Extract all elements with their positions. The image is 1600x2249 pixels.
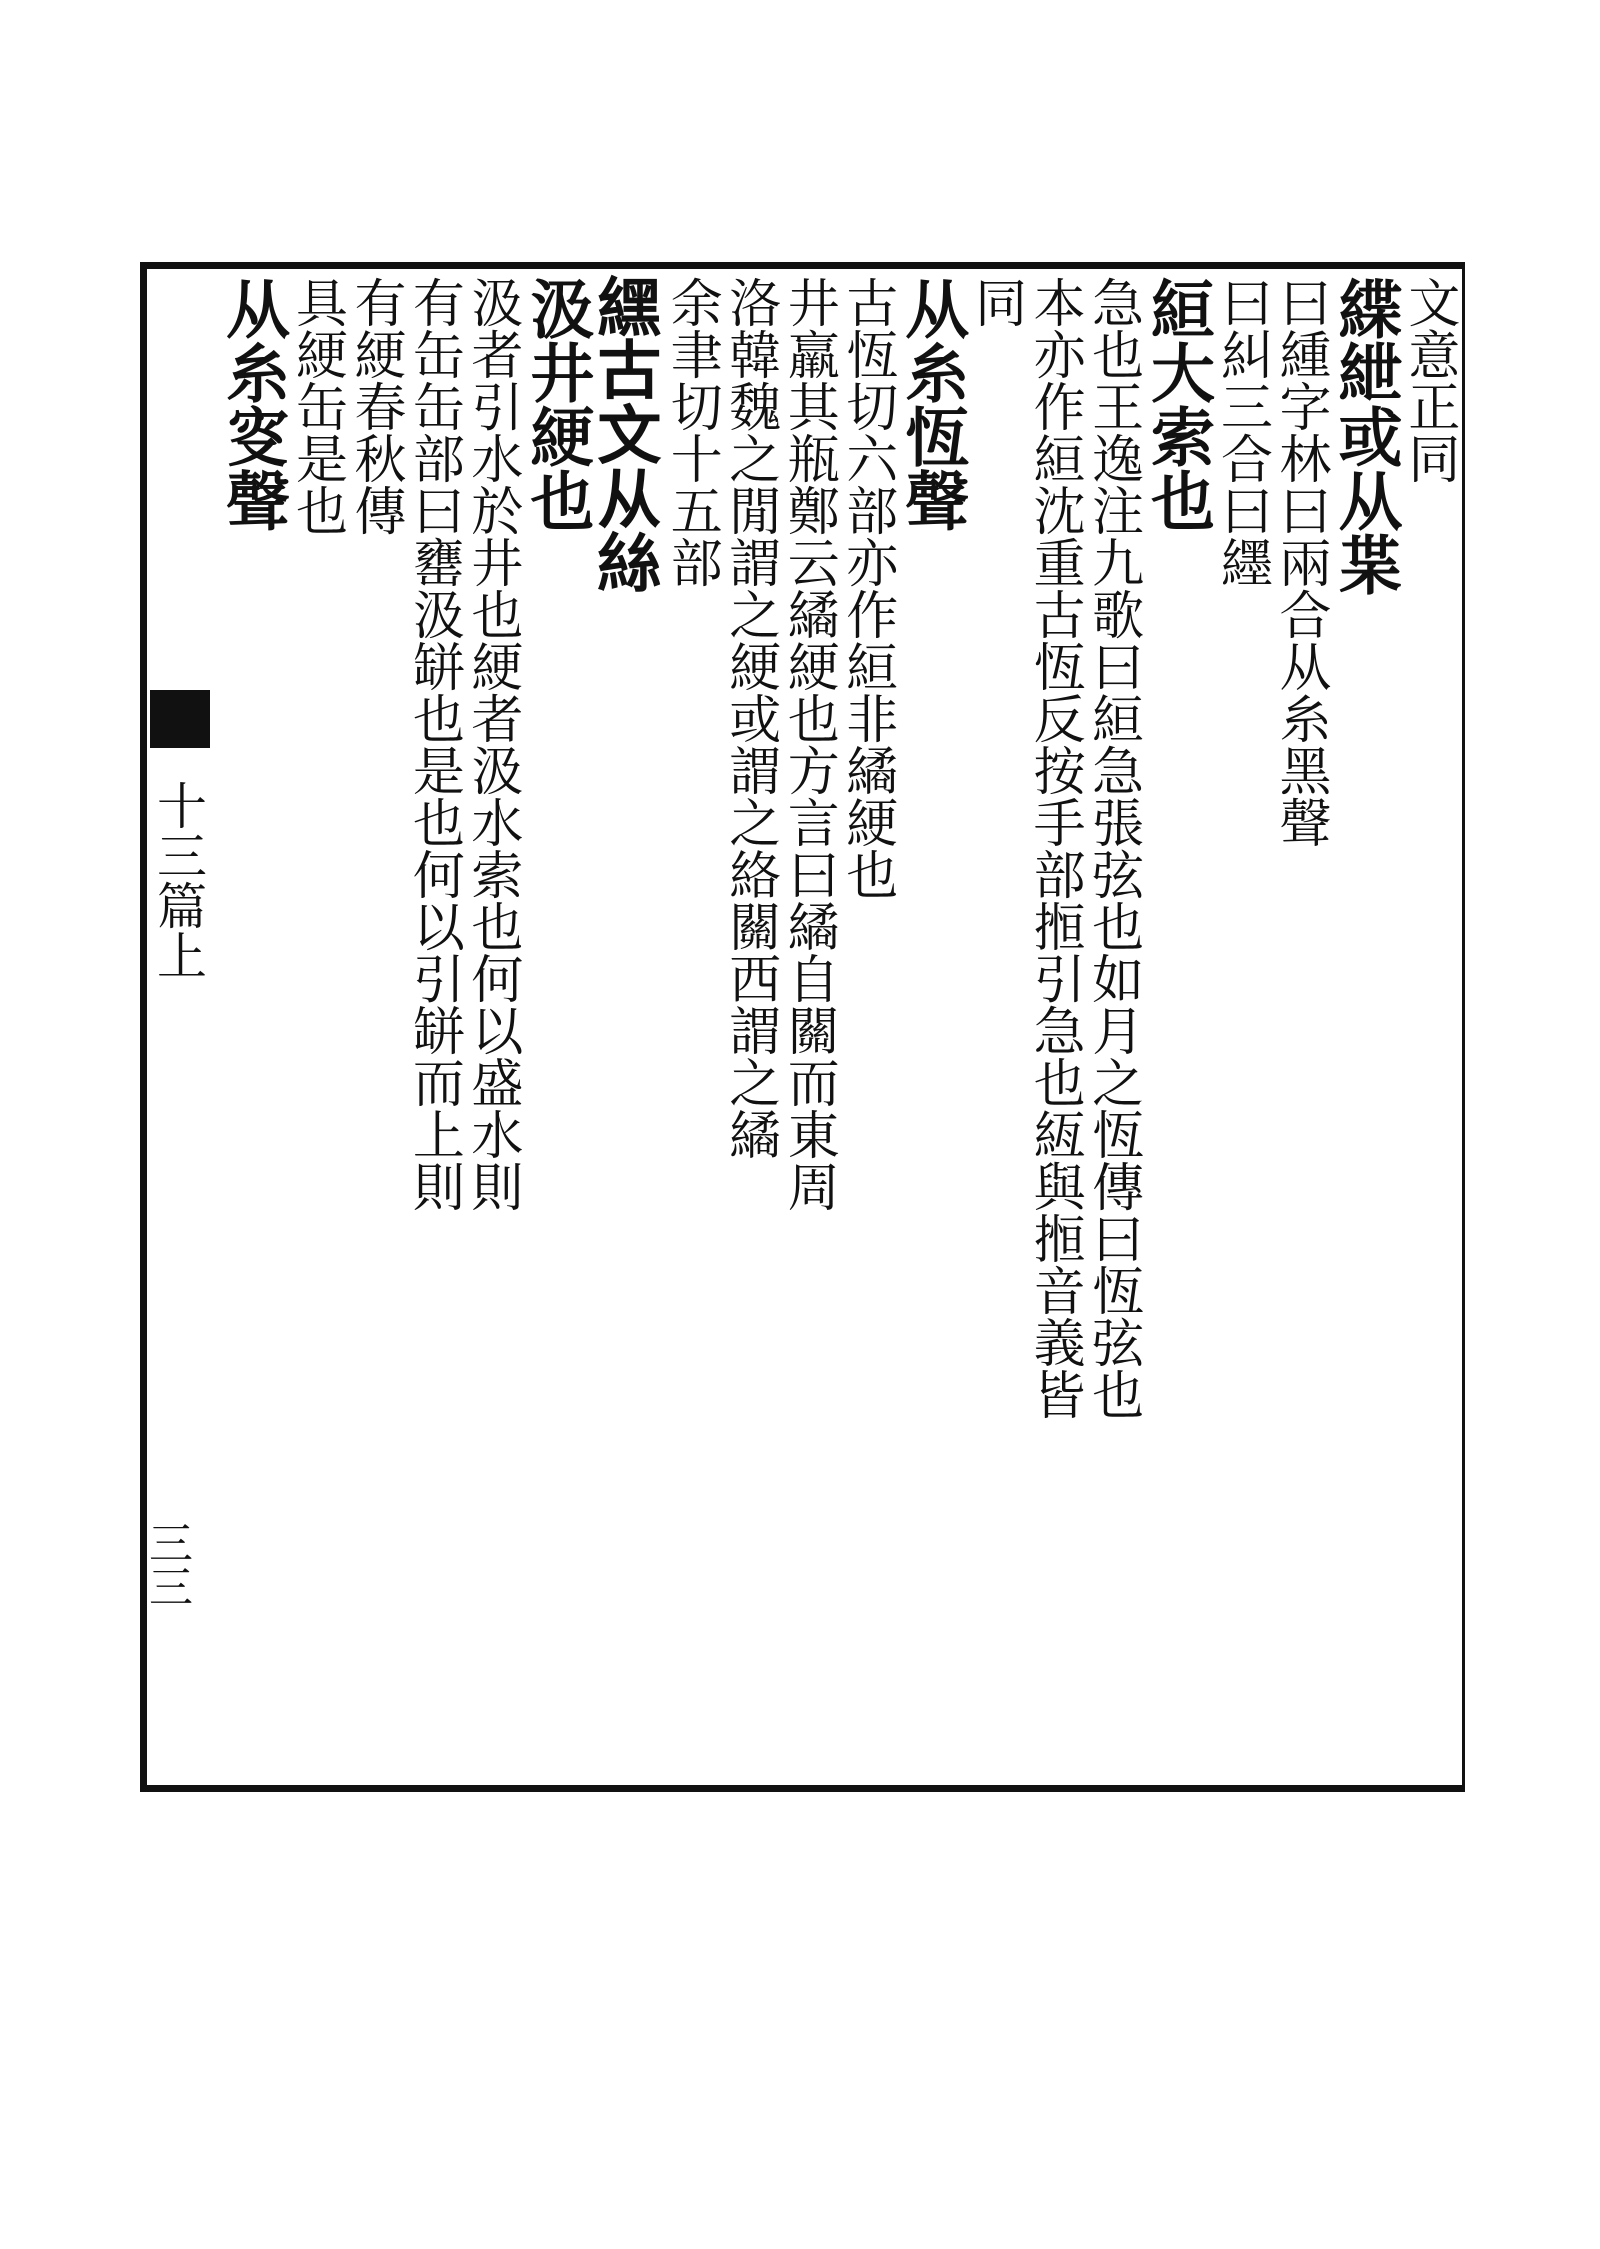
text-column: 文意正同 [1398, 276, 1459, 484]
text-column: 井羸其瓶鄭云繘綆也方言曰繘自關而東周 [778, 276, 839, 1212]
text-column: 有缶缶部曰罋汲缾也是也何以引缾而上則 [403, 276, 464, 1212]
text-column: 汲者引水於井也綆者汲水索也何以盛水則 [461, 276, 522, 1212]
gutter-fishtail-mark [150, 690, 210, 748]
text-column: 𦄿古文从絲 [589, 276, 665, 596]
text-column: 有綆春秋傳 [344, 276, 405, 536]
text-column: 曰緟字林曰兩合从糸黑聲 [1269, 276, 1330, 848]
text-column: 具綆缶是也 [286, 276, 347, 536]
text-column: 絙大索也 [1140, 276, 1216, 532]
text-column: 緤紲或从枼 [1327, 276, 1403, 596]
text-column: 同 [965, 276, 1026, 328]
text-body [215, 276, 1459, 1781]
text-column: 从糸恆聲 [894, 276, 970, 532]
text-column: 洛韓魏之閒謂之綆或謂之絡關西謂之繘 [719, 276, 780, 1160]
text-column: 余聿切十五部 [661, 276, 722, 588]
text-column: 急也王逸注九歌曰絙急張弦也如月之恆傳曰恆弦也 [1082, 276, 1143, 1420]
gutter-page-number: 三三 [141, 1520, 192, 1608]
text-column: 曰糾三合曰纆 [1211, 276, 1272, 588]
text-column: 汲井綆也 [519, 276, 595, 532]
text-column: 从糸叜聲 [215, 276, 290, 532]
text-column: 古恆切六部亦作絙非繘綆也 [836, 276, 897, 900]
text-column: 本亦作絙沈重古恆反按手部搄引急也絚與搄音義皆 [1024, 276, 1085, 1420]
gutter-chapter-label: 十三篇上 [149, 780, 207, 980]
